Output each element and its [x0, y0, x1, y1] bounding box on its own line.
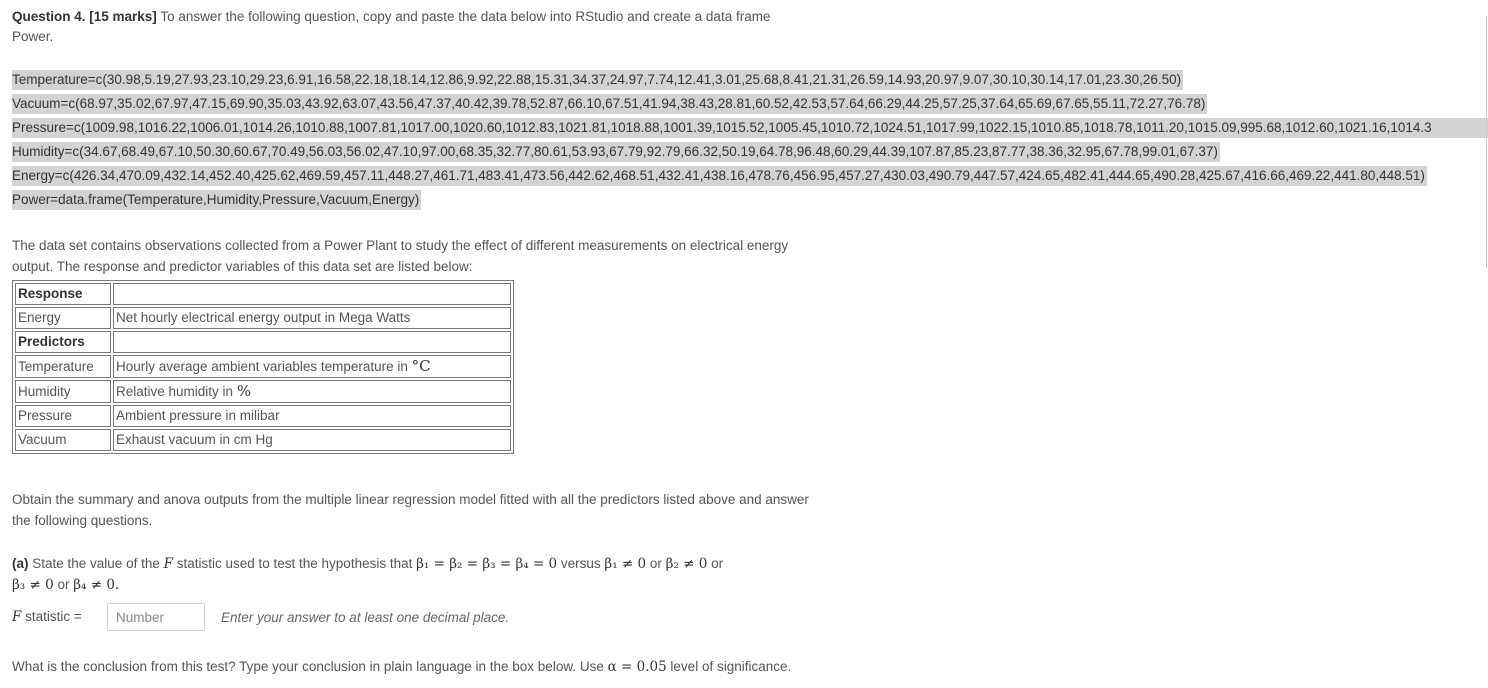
- table-row: [15, 283, 511, 305]
- question-number: Question 4. [15 marks]: [12, 9, 157, 24]
- answer-hint: Enter your answer to at least one decimal place.: [221, 610, 510, 625]
- alt-hypothesis-3: β₃ ≠ 0: [12, 577, 54, 593]
- code-line-temperature: Temperature=c(30.98,5.19,27.93,23.10,29.23,6.91,16.58,22.18,18.14,12.86,9.92,22.88,15.31,34.37,24.97,7.74,12.41,3.01,25.68,8.41,21.31,26.59,14.93,20.97,9.07,30.10,30.14,17.01,23.30,26.50): [12, 70, 1183, 90]
- part-a-question-line2: [12, 577, 119, 593]
- variable-description: [113, 380, 511, 403]
- variable-name: Pressure: [15, 405, 111, 427]
- scrollbar[interactable]: [1486, 16, 1487, 268]
- null-hypothesis: β₁ = β₂ = β₃ = β₄ = 0: [416, 556, 558, 572]
- conclusion-prompt: [12, 659, 791, 675]
- part-a-question: [12, 556, 723, 572]
- alt-hypothesis-4: β₄ ≠ 0.: [73, 577, 120, 593]
- f-symbol: [164, 556, 173, 572]
- predictors-header: Predictors: [15, 331, 111, 353]
- code-line-energy: Energy=c(426.34,470.09,432.14,452.40,425.62,469.59,457.11,448.27,461.71,483.41,473.56,442.62,468.51,432.41,438.16,478.76,456.95,457.27,430.03,490.79,447.57,424.65,482.41,444.65,490.28,425.67,416.66,469.22,441.80,448.51): [12, 166, 1427, 186]
- table-row: [15, 331, 511, 353]
- part-a-text: State the value of the: [28, 556, 164, 571]
- f-statistic-input[interactable]: [107, 603, 205, 631]
- code-line-pressure: Pressure=c(1009.98,1016.22,1006.01,1014.26,1010.88,1007.81,1017.00,1020.60,1012.83,1021.81,1018.88,1001.39,1015.52,1005.45,1010.72,1024.51,1017.99,1022.15,1010.85,1018.78,1011.20,1015.09,995.68,1012.60,1021.16,1014.3: [12, 118, 1488, 138]
- question-intro-line2: Power.: [12, 29, 54, 44]
- variable-description: Exhaust vacuum in cm Hg: [113, 429, 511, 451]
- instructions-line-1: Obtain the summary and anova outputs from the multiple linear regression model fitted with all the predictors listed above and answer: [12, 492, 809, 507]
- or-text: or: [53, 577, 74, 592]
- humidity-unit: %: [236, 382, 252, 400]
- description-line-2: output. The response and predictor variables of this data set are listed below:: [12, 259, 473, 274]
- instructions-line-2: the following questions.: [12, 513, 153, 528]
- temp-unit: °C: [411, 357, 431, 375]
- variable-description: Net hourly electrical energy output in Mega Watts: [113, 307, 511, 329]
- description-line-1: The data set contains observations collected from a Power Plant to study the effect of different measurements on electrical energy: [12, 238, 789, 253]
- humidity-desc-text: Relative humidity in: [116, 384, 237, 399]
- f-statistic-label: [12, 609, 82, 625]
- alpha-value: α = 0.05: [607, 659, 667, 675]
- code-line-dataframe: Power=data.frame(Temperature,Humidity,Pressure,Vacuum,Energy): [12, 190, 421, 210]
- table-row: [15, 380, 511, 403]
- f-symbol-text: F: [163, 556, 173, 572]
- empty-cell: [113, 331, 511, 353]
- conclusion-text-end: level of significance.: [666, 659, 792, 674]
- variable-name: Temperature: [15, 355, 111, 378]
- variable-description: Ambient pressure in milibar: [113, 405, 511, 427]
- variable-name: Vacuum: [15, 429, 111, 451]
- versus-text: versus: [557, 556, 605, 571]
- or-text: or: [646, 556, 666, 571]
- variable-name: Humidity: [15, 380, 111, 403]
- alt-hypothesis-2: β₂ ≠ 0: [665, 556, 708, 572]
- variable-description: [113, 355, 511, 378]
- temp-desc-text: Hourly average ambient variables temperature in: [116, 359, 412, 374]
- table-row: [15, 429, 511, 451]
- table-row: [15, 405, 511, 427]
- or-text: or: [707, 556, 724, 571]
- part-a-text: statistic used to test the hypothesis that: [172, 556, 417, 571]
- f-statistic-label-text: statistic =: [21, 609, 82, 624]
- variables-table: [12, 280, 514, 454]
- part-a-label: (a): [12, 556, 29, 571]
- response-header: Response: [15, 283, 111, 305]
- question-header: [12, 9, 770, 24]
- table-row: [15, 307, 511, 329]
- code-line-humidity: Humidity=c(34.67,68.49,67.10,50.30,60.67,70.49,56.03,56.02,47.10,97.00,68.35,32.77,80.61,53.93,67.79,92.79,66.32,50.19,64.78,96.48,60.29,44.39,107.87,85.23,87.77,38.36,32.95,67.78,99.01,67.37): [12, 142, 1220, 162]
- question-intro: To answer the following question, copy and paste the data below into RStudio and create a data frame: [156, 9, 771, 24]
- alt-hypothesis-1: β₁ ≠ 0: [604, 556, 647, 572]
- variable-name: Energy: [15, 307, 111, 329]
- conclusion-text: What is the conclusion from this test? Type your conclusion in plain language in the box below. Use: [12, 659, 608, 674]
- code-line-vacuum: Vacuum=c(68.97,35.02,67.97,47.15,69.90,35.03,43.92,63.07,43.56,47.37,40.42,39.78,52.87,66.10,67.51,41.94,38.43,28.81,60.52,42.53,57.64,66.29,44.25,57.25,37.64,65.69,67.65,55.11,72.27,76.78): [12, 94, 1207, 114]
- table-row: [15, 355, 511, 378]
- f-symbol-text: F: [12, 609, 22, 625]
- empty-cell: [113, 283, 511, 305]
